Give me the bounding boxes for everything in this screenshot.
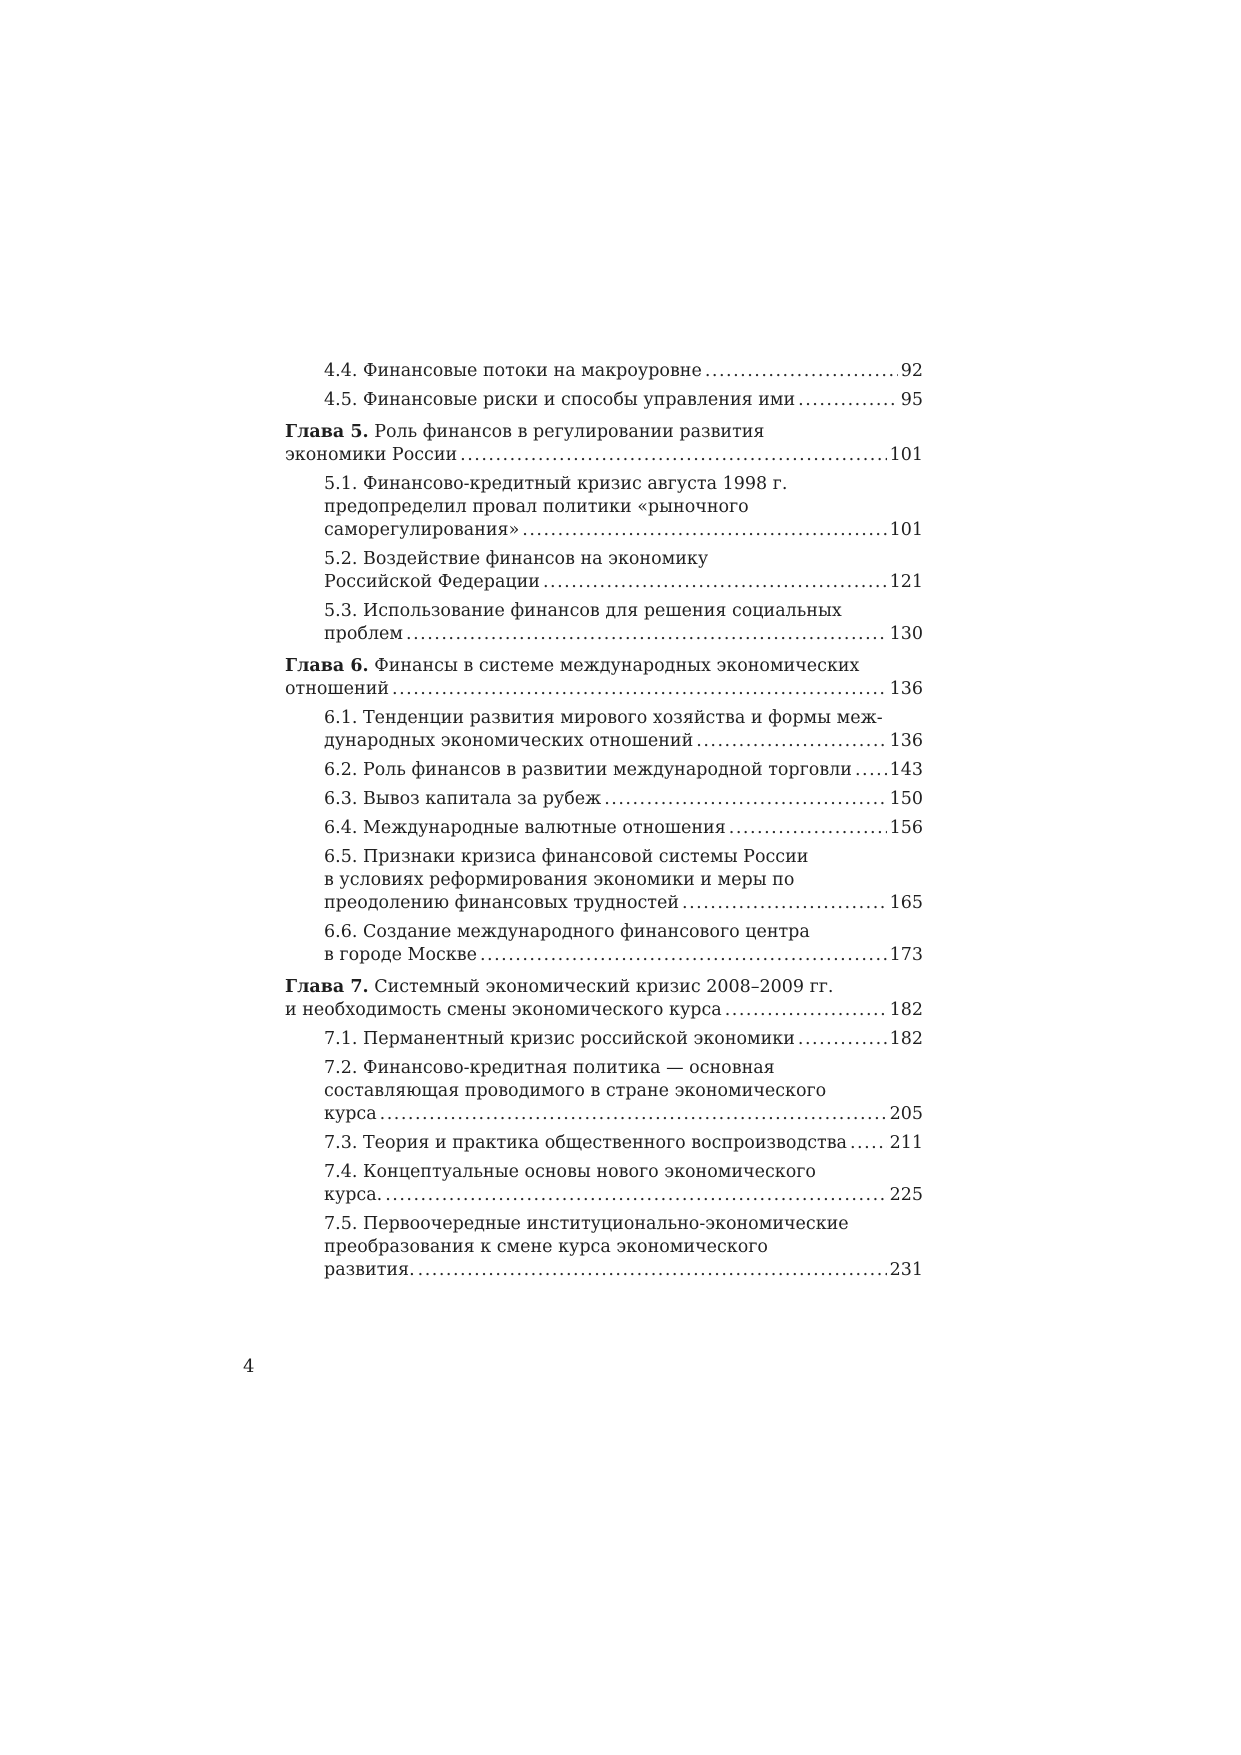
toc-section-7-1 bbox=[285, 1028, 923, 1051]
toc-title-cont: саморегулирования» bbox=[324, 520, 520, 540]
dot-leader bbox=[406, 623, 887, 646]
toc-page-number: 182 bbox=[889, 1000, 923, 1020]
chapter-label: Глава 7. bbox=[285, 977, 369, 997]
toc-section-6-4 bbox=[285, 817, 923, 840]
toc-title: 5.3. Использование финансов для решения социальных bbox=[324, 601, 842, 621]
toc-title: 7.2. Финансово-кредитная политика — основная bbox=[324, 1058, 775, 1078]
toc-title-cont: курса bbox=[324, 1104, 377, 1124]
toc-page-number: 121 bbox=[889, 572, 923, 592]
toc-page-number: 130 bbox=[889, 624, 923, 644]
toc-title-cont: развития. bbox=[324, 1260, 415, 1280]
toc-section-6-6 bbox=[285, 921, 923, 967]
toc-title: 6.5. Признаки кризиса финансовой системы России bbox=[324, 847, 809, 867]
toc-title-cont: в городе Москве bbox=[324, 945, 477, 965]
toc-page-number: 101 bbox=[889, 520, 923, 540]
toc-title-cont: предопределил провал политики «рыночного bbox=[324, 497, 749, 517]
toc-section-7-2 bbox=[285, 1057, 923, 1126]
dot-leader bbox=[725, 999, 887, 1022]
toc-page-number: 136 bbox=[889, 731, 923, 751]
toc-section-4-4 bbox=[285, 360, 923, 383]
toc-title: 4.5. Финансовые риски и способы управления ими bbox=[324, 390, 796, 410]
toc-title: Финансы в системе международных экономических bbox=[374, 656, 860, 676]
toc-title-cont: в условиях реформирования экономики и меры по bbox=[324, 870, 795, 890]
toc-section-7-5 bbox=[285, 1213, 923, 1282]
toc-title: 7.5. Первоочередные институционально-экономические bbox=[324, 1214, 849, 1234]
toc-page-number: 211 bbox=[889, 1133, 923, 1153]
dot-leader bbox=[798, 1028, 887, 1051]
toc-title-cont: экономики России bbox=[285, 445, 458, 465]
toc-page-number: 173 bbox=[889, 945, 923, 965]
toc-section-6-2 bbox=[285, 759, 923, 782]
toc-section-5-1 bbox=[285, 473, 923, 542]
toc-page-number: 150 bbox=[889, 789, 923, 809]
toc-title: Системный экономический кризис 2008–2009 гг. bbox=[374, 977, 834, 997]
toc-title: 6.2. Роль финансов в развитии международной торговли bbox=[324, 760, 852, 780]
toc-section-5-2 bbox=[285, 548, 923, 594]
dot-leader bbox=[522, 519, 886, 542]
toc-title: 6.6. Создание международного финансового центра bbox=[324, 922, 810, 942]
toc-title-cont: Российской Федерации bbox=[324, 572, 540, 592]
toc-title-cont: отношений bbox=[285, 679, 390, 699]
toc-page-number: 101 bbox=[889, 445, 923, 465]
toc-page-number: 205 bbox=[889, 1104, 923, 1124]
dot-leader bbox=[543, 571, 887, 594]
toc-page-number: 182 bbox=[889, 1029, 923, 1049]
dot-leader bbox=[392, 678, 887, 701]
toc-section-5-3 bbox=[285, 600, 923, 646]
chapter-label: Глава 6. bbox=[285, 656, 369, 676]
toc-title: 4.4. Финансовые потоки на макроуровне bbox=[324, 361, 702, 381]
toc-title: 5.2. Воздействие финансов на экономику bbox=[324, 549, 709, 569]
toc-page-number: 136 bbox=[889, 679, 923, 699]
toc-page-number: 92 bbox=[900, 361, 923, 381]
toc-title-cont: составляющая проводимого в стране экономического bbox=[324, 1081, 827, 1101]
dot-leader bbox=[696, 730, 886, 753]
page-number: 4 bbox=[243, 1356, 255, 1377]
toc-title: 5.1. Финансово-кредитный кризис августа 1998 г. bbox=[324, 474, 788, 494]
toc-page-number: 143 bbox=[889, 760, 923, 780]
dot-leader bbox=[460, 444, 886, 467]
toc-section-7-4 bbox=[285, 1161, 923, 1207]
toc-chapter-6 bbox=[285, 655, 923, 701]
dot-leader bbox=[682, 892, 887, 915]
toc-section-4-5 bbox=[285, 389, 923, 412]
toc-title: Роль финансов в регулировании развития bbox=[374, 422, 765, 442]
toc-title: 6.3. Вывоз капитала за рубеж bbox=[324, 789, 602, 809]
toc-page-number: 165 bbox=[889, 893, 923, 913]
dot-leader bbox=[480, 944, 887, 967]
toc-chapter-5 bbox=[285, 421, 923, 467]
toc-title-cont: преобразования к смене курса экономического bbox=[324, 1237, 768, 1257]
chapter-label: Глава 5. bbox=[285, 422, 369, 442]
dot-leader bbox=[705, 360, 898, 383]
dot-leader bbox=[385, 1184, 886, 1207]
table-of-contents bbox=[285, 360, 923, 1282]
toc-title-cont: проблем bbox=[324, 624, 404, 644]
toc-title: 7.3. Теория и практика общественного воспроизводства bbox=[324, 1133, 847, 1153]
dot-leader bbox=[380, 1103, 887, 1126]
dot-leader bbox=[798, 389, 898, 412]
toc-title-cont: и необходимость смены экономического курса bbox=[285, 1000, 722, 1020]
dot-leader bbox=[418, 1259, 887, 1282]
toc-title-cont: дународных экономических отношений bbox=[324, 731, 694, 751]
toc-chapter-7 bbox=[285, 976, 923, 1022]
toc-section-7-3 bbox=[285, 1132, 923, 1155]
toc-title-cont: преодолению финансовых трудностей bbox=[324, 893, 679, 913]
toc-page-number: 231 bbox=[889, 1260, 923, 1280]
toc-title: 6.4. Международные валютные отношения bbox=[324, 818, 726, 838]
toc-section-6-3 bbox=[285, 788, 923, 811]
toc-section-6-5 bbox=[285, 846, 923, 915]
toc-page-number: 95 bbox=[900, 390, 923, 410]
dot-leader bbox=[604, 788, 886, 811]
toc-title: 7.4. Концептуальные основы нового экономического bbox=[324, 1162, 816, 1182]
dot-leader bbox=[850, 1132, 887, 1155]
dot-leader bbox=[729, 817, 887, 840]
dot-leader bbox=[855, 759, 887, 782]
toc-title: 6.1. Тенденции развития мирового хозяйства и формы меж- bbox=[324, 708, 883, 728]
toc-page-number: 225 bbox=[889, 1185, 923, 1205]
toc-section-6-1 bbox=[285, 707, 923, 753]
toc-page-number: 156 bbox=[889, 818, 923, 838]
toc-title-cont: курса. bbox=[324, 1185, 383, 1205]
toc-title: 7.1. Перманентный кризис российской экономики bbox=[324, 1029, 795, 1049]
